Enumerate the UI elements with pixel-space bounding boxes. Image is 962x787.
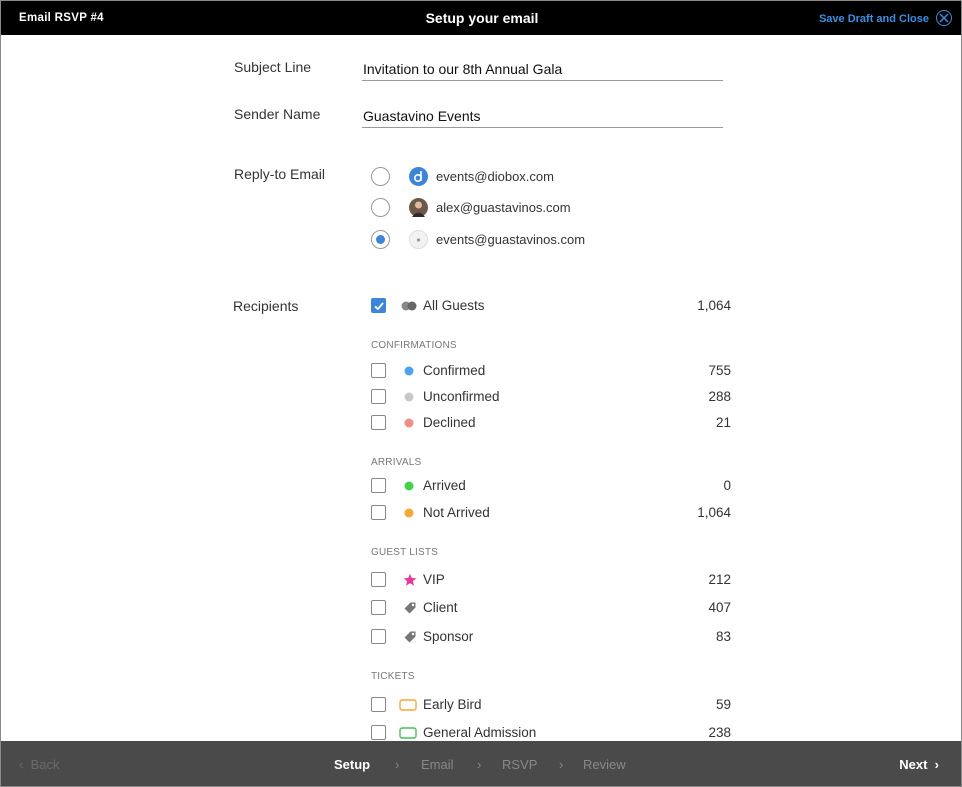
recipient-client[interactable] — [371, 598, 731, 618]
back-label: Back — [30, 757, 60, 772]
reply-option-alex[interactable] — [371, 197, 671, 219]
section-arrivals: ARRIVALS — [371, 457, 422, 468]
recipient-name: Confirmed — [423, 363, 486, 378]
reply-email-text: events@diobox.com — [436, 169, 554, 184]
recipient-count: 83 — [715, 629, 731, 644]
recipient-all-guests[interactable] — [371, 296, 731, 316]
recipient-count: 59 — [715, 697, 731, 712]
step-setup[interactable]: Setup — [334, 757, 371, 772]
status-dot-icon — [404, 481, 414, 491]
recipient-not-arrived[interactable] — [371, 503, 731, 523]
reply-option-guastavinos[interactable] — [371, 229, 671, 251]
recipient-name: Declined — [423, 415, 476, 430]
recipient-arrived[interactable] — [371, 476, 731, 496]
recipient-sponsor[interactable] — [371, 627, 731, 647]
close-icon[interactable] — [936, 10, 952, 26]
recipient-count: 21 — [715, 415, 731, 430]
chevron-right-icon: › — [395, 757, 400, 772]
recipient-name: Not Arrived — [423, 505, 490, 520]
recipient-count: 212 — [708, 572, 731, 587]
ticket-icon — [399, 727, 417, 739]
reply-email-text: events@guastavinos.com — [436, 232, 586, 247]
recipient-count: 407 — [708, 600, 731, 615]
recipient-count: 0 — [723, 478, 731, 493]
radio-button[interactable] — [371, 198, 390, 217]
recipient-count: 1,064 — [697, 298, 731, 313]
sender-input[interactable] — [362, 104, 723, 128]
wizard-footer — [1, 741, 962, 787]
reply-to-label: Reply-to Email — [234, 166, 326, 182]
step-email[interactable]: Email — [421, 757, 454, 772]
diobox-logo-icon — [409, 167, 428, 186]
checkbox[interactable] — [371, 415, 386, 430]
chevron-right-icon: › — [559, 757, 564, 772]
status-dot-icon — [404, 418, 414, 428]
recipient-name: Early Bird — [423, 697, 482, 712]
sender-label: Sender Name — [234, 106, 321, 122]
section-tickets: TICKETS — [371, 671, 415, 682]
save-draft-button[interactable]: Save Draft and Close — [818, 13, 929, 25]
reply-email-text: alex@guastavinos.com — [436, 200, 571, 215]
checkbox[interactable] — [371, 572, 386, 587]
recipient-name: All Guests — [423, 298, 485, 313]
step-review[interactable]: Review — [583, 757, 626, 772]
recipient-name: Unconfirmed — [423, 389, 500, 404]
recipient-vip[interactable] — [371, 570, 731, 590]
status-dot-icon — [404, 392, 414, 402]
checkbox[interactable] — [371, 389, 386, 404]
recipient-unconfirmed[interactable] — [371, 387, 731, 407]
checkbox[interactable] — [371, 478, 386, 493]
status-dot-icon — [404, 366, 414, 376]
chevron-right-icon: › — [477, 757, 482, 772]
ticket-icon — [399, 699, 417, 711]
back-button[interactable] — [19, 757, 59, 772]
recipient-count: 755 — [708, 363, 731, 378]
section-confirmations: CONFIRMATIONS — [371, 340, 457, 351]
recipient-confirmed[interactable] — [371, 361, 731, 381]
recipient-name: Client — [423, 600, 458, 615]
status-dot-icon — [404, 508, 414, 518]
recipient-early-bird[interactable] — [371, 695, 731, 715]
recipient-name: Sponsor — [423, 629, 474, 644]
radio-button[interactable] — [371, 167, 390, 186]
subject-label: Subject Line — [234, 59, 312, 75]
checkbox[interactable] — [371, 697, 386, 712]
section-guest-lists: GUEST LISTS — [371, 547, 439, 558]
star-icon — [403, 573, 417, 587]
checkbox[interactable] — [371, 363, 386, 378]
checkbox[interactable] — [371, 600, 386, 615]
recipient-count: 238 — [708, 725, 731, 740]
page-title: Setup your email — [425, 10, 539, 26]
chevron-left-icon: ‹ — [19, 757, 24, 772]
recipient-name: VIP — [423, 572, 445, 587]
tag-icon — [403, 630, 417, 644]
checkbox[interactable] — [371, 725, 386, 740]
guastavinos-logo-icon — [409, 230, 428, 249]
recipient-name: Arrived — [423, 478, 466, 493]
recipient-declined[interactable] — [371, 413, 731, 433]
checkbox[interactable] — [371, 505, 386, 520]
tag-icon — [403, 601, 417, 615]
next-label: Next — [899, 757, 928, 772]
next-button[interactable] — [899, 757, 939, 772]
checkbox[interactable] — [371, 629, 386, 644]
recipient-count: 1,064 — [697, 505, 731, 520]
recipient-name: General Admission — [423, 725, 537, 740]
recipient-count: 288 — [708, 389, 731, 404]
recipients-label: Recipients — [233, 298, 299, 314]
top-bar — [1, 1, 962, 35]
reply-option-diobox[interactable] — [371, 166, 671, 188]
subject-input[interactable] — [362, 57, 723, 81]
campaign-name: Email RSVP #4 — [19, 12, 104, 24]
radio-button-selected[interactable] — [371, 230, 390, 249]
people-icon — [401, 301, 417, 311]
recipient-general-admission[interactable] — [371, 723, 731, 743]
chevron-right-icon: › — [934, 757, 939, 772]
user-avatar — [409, 198, 428, 217]
step-rsvp[interactable]: RSVP — [502, 757, 538, 772]
checkbox-checked[interactable] — [371, 298, 386, 313]
